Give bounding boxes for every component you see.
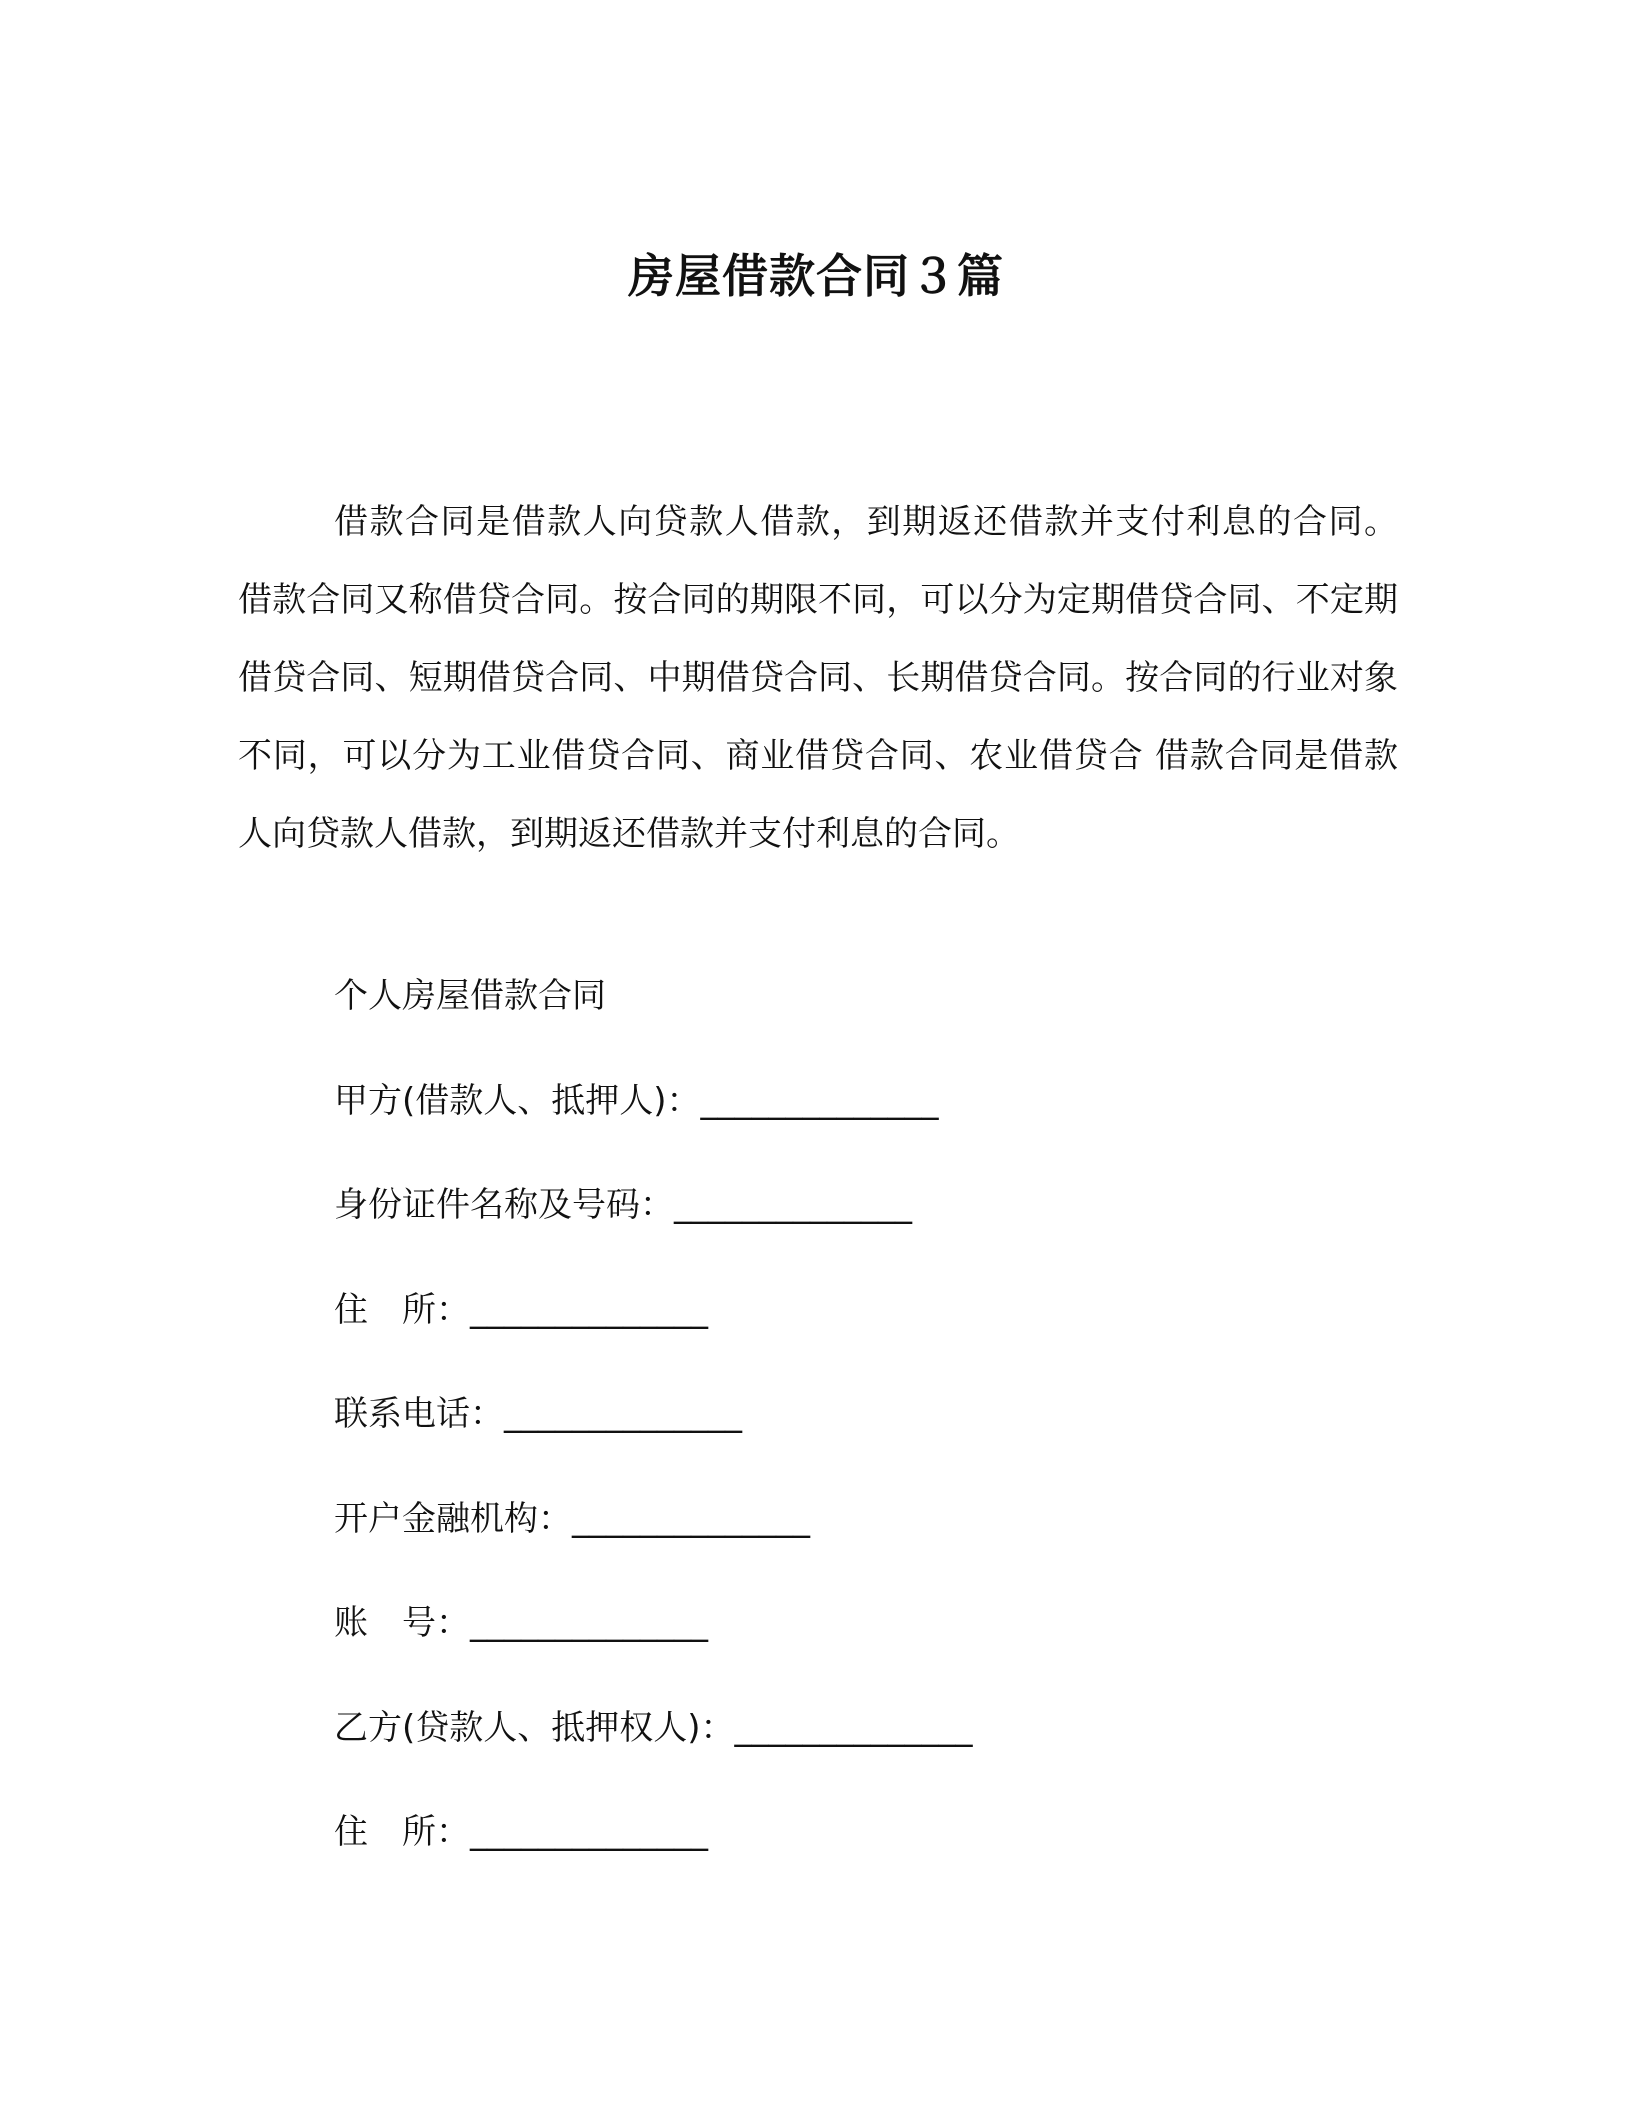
bank-institution-field — [334, 1495, 1334, 1600]
account-number-field — [334, 1599, 1334, 1704]
party-a-address-field — [334, 1286, 1334, 1391]
field-label: 乙方(贷款人、抵押权人)： — [334, 1707, 735, 1748]
field-label: 住 所： — [334, 1289, 470, 1330]
field-label: 住 所： — [334, 1812, 470, 1852]
field-blank: ______________ — [470, 1603, 708, 1643]
field-blank: ______________ — [504, 1394, 742, 1434]
field-blank: ______________ — [470, 1812, 708, 1852]
field-label: 甲方(借款人、抵押人)： — [334, 1080, 701, 1121]
field-label: 身份证件名称及号码： — [334, 1185, 674, 1225]
contract-fields — [334, 972, 1334, 1913]
party-a-field — [334, 1077, 1334, 1182]
field-blank: ______________ — [572, 1498, 810, 1539]
party-b-address-field — [334, 1808, 1334, 1913]
contract-heading: 个人房屋借款合同 — [334, 976, 606, 1016]
id-document-field — [334, 1181, 1334, 1286]
party-b-field — [334, 1704, 1334, 1809]
field-blank: ______________ — [470, 1289, 708, 1330]
field-label: 账 号： — [334, 1603, 470, 1643]
field-blank: ______________ — [674, 1185, 912, 1225]
phone-field — [334, 1390, 1334, 1495]
document-title: 房屋借款合同３篇 — [628, 248, 1004, 303]
field-label: 联系电话： — [334, 1394, 504, 1434]
field-label: 开户金融机构： — [334, 1498, 572, 1539]
field-blank: ______________ — [734, 1707, 973, 1748]
field-blank: ______________ — [700, 1080, 939, 1121]
intro-paragraph: 借款合同是借款人向贷款人借款，到期返还借款并支付利息的合同。 借款合同又称借贷合同。按合同的期限不同，可以分为定期借贷合同、不定期借贷合同、短期借贷合同、中期借贷合同、长期借贷合同。按合同的行业对象不同，可以分为工业借贷合同、商业借贷合同、农业借贷合 借款合同是借款人向贷款人借款，到期返还借款并支付利息的合同。 — [238, 502, 1398, 854]
